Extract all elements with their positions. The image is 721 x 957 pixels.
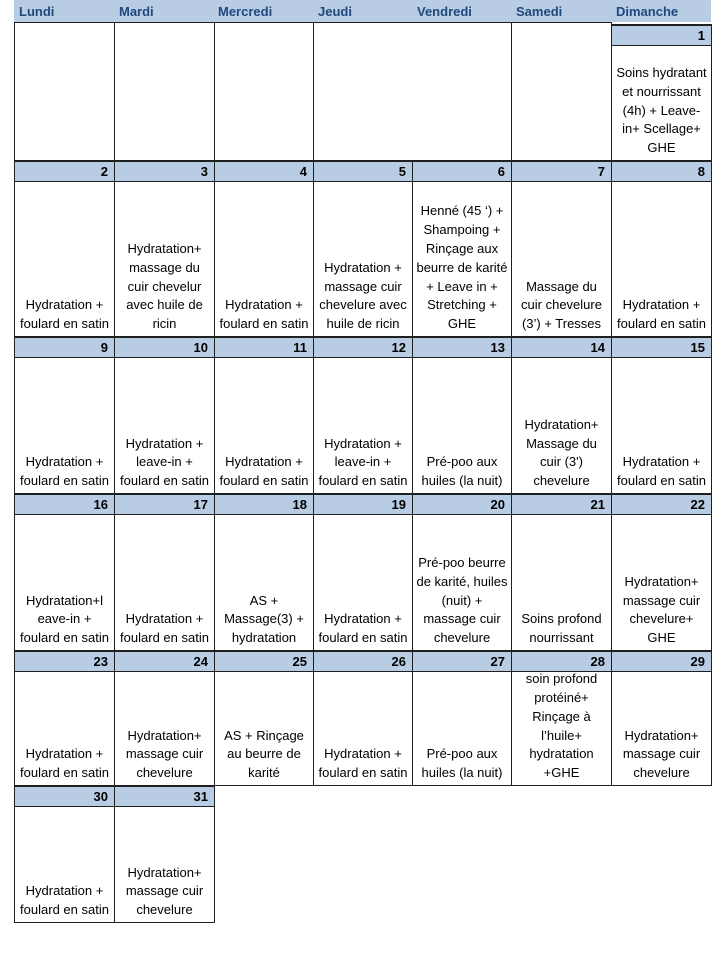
day-entry [14, 357, 115, 494]
entry-text: Pré-poo beurre de karité, huiles (nuit) + massage cuir chevelure [416, 555, 508, 646]
date-number: 18 [214, 493, 314, 515]
entry-text: Hydratation + foulard en satin [617, 297, 706, 332]
date-number: 7 [511, 160, 612, 182]
day-entry [511, 357, 612, 494]
entry-text: Hydratation+ massage du cuir chevelur avec huile de ricin [126, 241, 203, 332]
date-number: 5 [313, 160, 413, 182]
day-dimanche: Dimanche [616, 4, 679, 19]
empty-cell [114, 22, 215, 161]
day-entry [412, 357, 512, 494]
date-number: 10 [114, 336, 215, 358]
date-number: 22 [611, 493, 712, 515]
day-entry [412, 514, 512, 651]
day-entry [14, 806, 115, 923]
entry-text: Hydratation+ massage cuir chevelure [622, 727, 701, 781]
date-number: 14 [511, 336, 612, 358]
day-entry [511, 181, 612, 337]
day-entry [214, 181, 314, 337]
entry-text: Pré-poo aux huiles (la nuit) [421, 746, 503, 781]
date-number: 13 [412, 336, 512, 358]
day-entry [412, 181, 512, 337]
day-mardi: Mardi [119, 4, 154, 19]
date-number: 29 [611, 650, 712, 672]
date-number: 30 [14, 785, 115, 807]
day-entry [114, 181, 215, 337]
entry-text: Henné (45 ‘) + Shampoing + Rinçage aux beurre de karité + Leave in + Stretching + GHE [416, 203, 508, 332]
empty-cell [313, 22, 512, 161]
entry-text: Hydratation + foulard en satin [219, 454, 309, 489]
entry-text: Soins hydratant et nourrissant (4h) + Leave-in+ Scellage+ GHE [616, 65, 707, 156]
date-number: 20 [412, 493, 512, 515]
entry-text: Pré-poo aux huiles (la nuit) [421, 454, 503, 489]
day-samedi: Samedi [516, 4, 563, 19]
date-number: 27 [412, 650, 512, 672]
date-number: 11 [214, 336, 314, 358]
date-number: 2 [14, 160, 115, 182]
empty-cell [511, 22, 612, 161]
empty-cell [14, 22, 115, 161]
date-number: 24 [114, 650, 215, 672]
entry-text: Hydratation + foulard en satin [20, 297, 109, 332]
day-entry [114, 514, 215, 651]
date-number: 25 [214, 650, 314, 672]
day-entry [14, 181, 115, 337]
day-entry [114, 806, 215, 923]
entry-text: Hydratation+ massage cuir chevelure [125, 864, 204, 918]
date-number: 4 [214, 160, 314, 182]
entry-text: Hydratation + foulard en satin [20, 746, 109, 781]
day-entry [511, 514, 612, 651]
day-entry [214, 357, 314, 494]
date-number: 6 [412, 160, 512, 182]
date-number: 1 [611, 24, 712, 46]
day-entry [611, 45, 712, 161]
entry-text: Hydratation + foulard en satin [120, 611, 209, 646]
entry-text: Hydratation+ massage cuir chevelure+ GHE [622, 573, 701, 646]
day-entry [313, 671, 413, 786]
entry-text: Hydratation + massage cuir chevelure avec huile de ricin [319, 259, 407, 332]
entry-text: Hydratation + leave-in + foulard en satin [318, 435, 408, 489]
date-number: 23 [14, 650, 115, 672]
day-entry [313, 514, 413, 651]
entry-text: Hydratation+ massage cuir chevelure [125, 727, 204, 781]
day-entry [114, 357, 215, 494]
entry-text: AS + Rinçage au beurre de karité [224, 727, 304, 781]
entry-text: soin profond protéiné+ Rinçage à l’huile+ hydratation +GHE [525, 671, 598, 781]
entry-text: Hydratation + leave-in + foulard en satin [120, 435, 209, 489]
date-number: 15 [611, 336, 712, 358]
date-number: 12 [313, 336, 413, 358]
day-lundi: Lundi [19, 4, 55, 19]
date-number: 8 [611, 160, 712, 182]
date-number: 19 [313, 493, 413, 515]
day-entry [313, 181, 413, 337]
day-entry [14, 671, 115, 786]
day-entry [611, 671, 712, 786]
date-number: 21 [511, 493, 612, 515]
date-number: 3 [114, 160, 215, 182]
day-entry [214, 514, 314, 651]
day-entry [611, 181, 712, 337]
day-entry [313, 357, 413, 494]
entry-text: Hydratation+ Massage du cuir (3') chevelure [524, 416, 599, 489]
entry-text: Hydratation+l eave-in + foulard en satin [20, 592, 109, 646]
date-number: 16 [14, 493, 115, 515]
entry-text: Hydratation + foulard en satin [20, 883, 109, 918]
day-entry [511, 671, 612, 786]
entry-text: Hydratation + foulard en satin [20, 454, 109, 489]
day-entry [412, 671, 512, 786]
date-number: 17 [114, 493, 215, 515]
day-entry [611, 514, 712, 651]
day-entry [14, 514, 115, 651]
entry-text: Massage du cuir chevelure (3’) + Tresses [521, 278, 602, 332]
day-vendredi: Vendredi [417, 4, 472, 19]
empty-cell [214, 22, 314, 161]
entry-text: Hydratation + foulard en satin [318, 611, 408, 646]
entry-text: AS + Massage(3) + hydratation [224, 592, 304, 646]
entry-text: Soins profond nourrissant [521, 611, 602, 646]
date-number: 31 [114, 785, 215, 807]
entry-text: Hydratation + foulard en satin [617, 454, 706, 489]
day-entry [214, 671, 314, 786]
date-number: 28 [511, 650, 612, 672]
day-mercredi: Mercredi [218, 4, 273, 19]
day-entry [611, 357, 712, 494]
day-jeudi: Jeudi [318, 4, 352, 19]
date-number: 9 [14, 336, 115, 358]
date-number: 26 [313, 650, 413, 672]
day-entry [114, 671, 215, 786]
entry-text: Hydratation + foulard en satin [219, 297, 309, 332]
entry-text: Hydratation + foulard en satin [318, 746, 408, 781]
